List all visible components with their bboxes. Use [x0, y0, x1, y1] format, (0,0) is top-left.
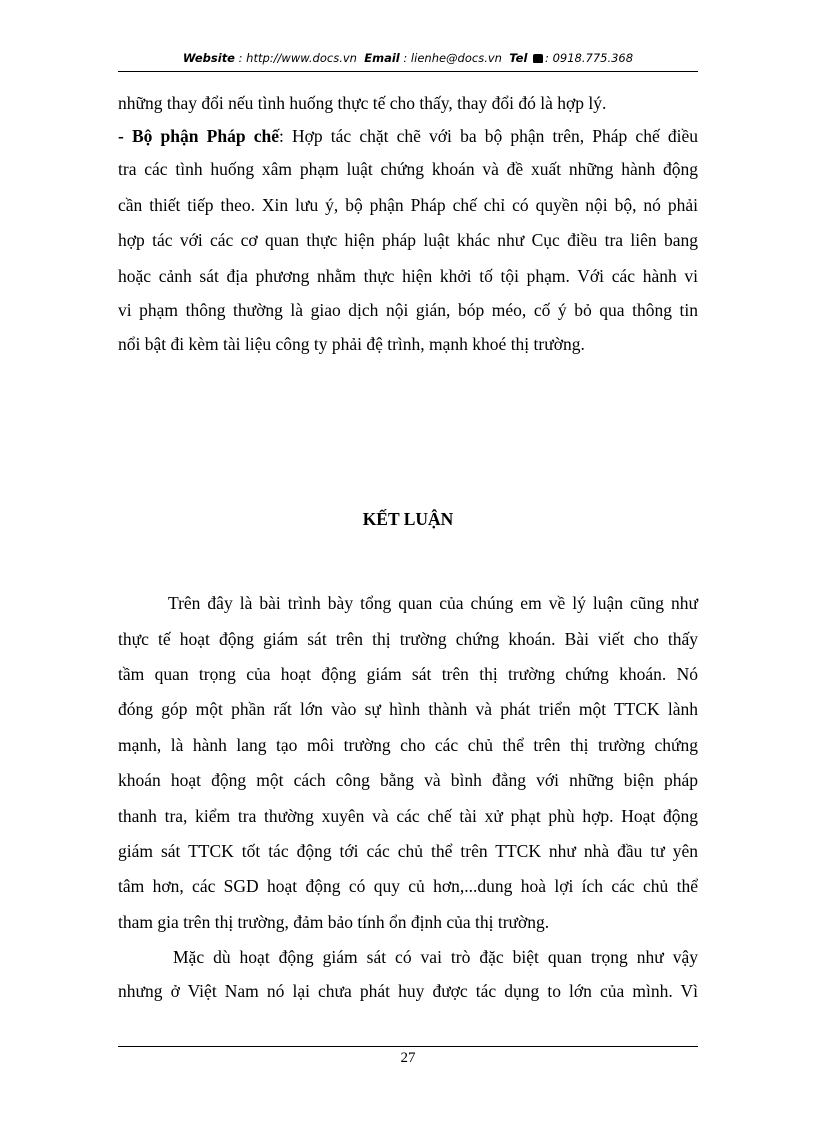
- text-line: mạnh, là hành lang tạo môi trường cho các chủ thể trên thị trường chứng: [118, 735, 698, 755]
- text-line: tra các tình huống xâm phạm luật chứng khoán và đề xuất những hành động: [118, 159, 698, 179]
- text-line: vi phạm thông thường là giao dịch nội gián, bóp méo, cố ý bỏ qua thông tin: [118, 300, 698, 320]
- text-line: những thay đổi nếu tình huống thực tế cho thấy, thay đổi đó là hợp lý.: [118, 93, 607, 113]
- text-line: - Bộ phận Pháp chế: Hợp tác chặt chẽ với ba bộ phận trên, Pháp chế điều: [118, 126, 698, 146]
- text-line: giám sát TTCK tốt tác động tới các chủ thể trên TTCK như nhà đầu tư yên: [118, 841, 698, 861]
- email-label: Email: [364, 51, 400, 65]
- text-line: nổi bật đi kèm tài liệu công ty phải đệ trình, mạnh khoé thị trường.: [118, 334, 585, 354]
- text-line: đóng góp một phần rất lớn vào sự hình thành và phát triển một TTCK lành: [118, 699, 698, 719]
- text-line: thanh tra, kiểm tra thường xuyên và các chế tài xử phạt phù hợp. Hoạt động: [118, 806, 698, 826]
- website-label: Website: [182, 51, 235, 65]
- tel-number: : 0918.775.368: [545, 51, 634, 65]
- text-line: nhưng ở Việt Nam nó lại chưa phát huy được tác dụng to lớn của mình. Vì: [118, 981, 698, 1001]
- text-line: cần thiết tiếp theo. Xin lưu ý, bộ phận Pháp chế chỉ có quyền nội bộ, nó phải: [118, 195, 698, 215]
- header-divider: [118, 71, 698, 72]
- section-lead: - Bộ phận Pháp chế: [118, 126, 279, 146]
- email-address: : lienhe@docs.vn: [403, 51, 502, 65]
- text-line: hợp tác với các cơ quan thực hiện pháp luật khác như Cục điều tra liên bang: [118, 230, 698, 250]
- text-line: tham gia trên thị trường, đảm bảo tính ổn định của thị trường.: [118, 912, 550, 932]
- footer-divider: [118, 1046, 698, 1047]
- text-line: thực tế hoạt động giám sát trên thị trường chứng khoán. Bài viết cho thấy: [118, 629, 698, 649]
- text-line: Mặc dù hoạt động giám sát có vai trò đặc biệt quan trọng như vậy: [173, 947, 698, 967]
- phone-icon: [533, 54, 543, 63]
- text-line: Trên đây là bài trình bày tổng quan của chúng em về lý luận cũng như: [168, 593, 698, 613]
- text-line: tâm hơn, các SGD hoạt động có quy củ hơn,...dung hoà lợi ích các chủ thể: [118, 876, 698, 896]
- text-line: tầm quan trọng của hoạt động giám sát trên thị trường chứng khoán. Nó: [118, 664, 698, 684]
- page-header: [118, 50, 698, 66]
- section-heading: KẾT LUẬN: [362, 509, 454, 529]
- tel-label: Tel: [509, 51, 528, 65]
- text-line: hoặc cảnh sát địa phương nhằm thực hiện khởi tố tội phạm. Với các hành vi: [118, 266, 698, 286]
- text-line: khoán hoạt động một cách công bằng và bình đẳng với những biện pháp: [118, 770, 698, 790]
- page-number: 27: [400, 1050, 416, 1066]
- website-url: : http://www.docs.vn: [238, 51, 357, 65]
